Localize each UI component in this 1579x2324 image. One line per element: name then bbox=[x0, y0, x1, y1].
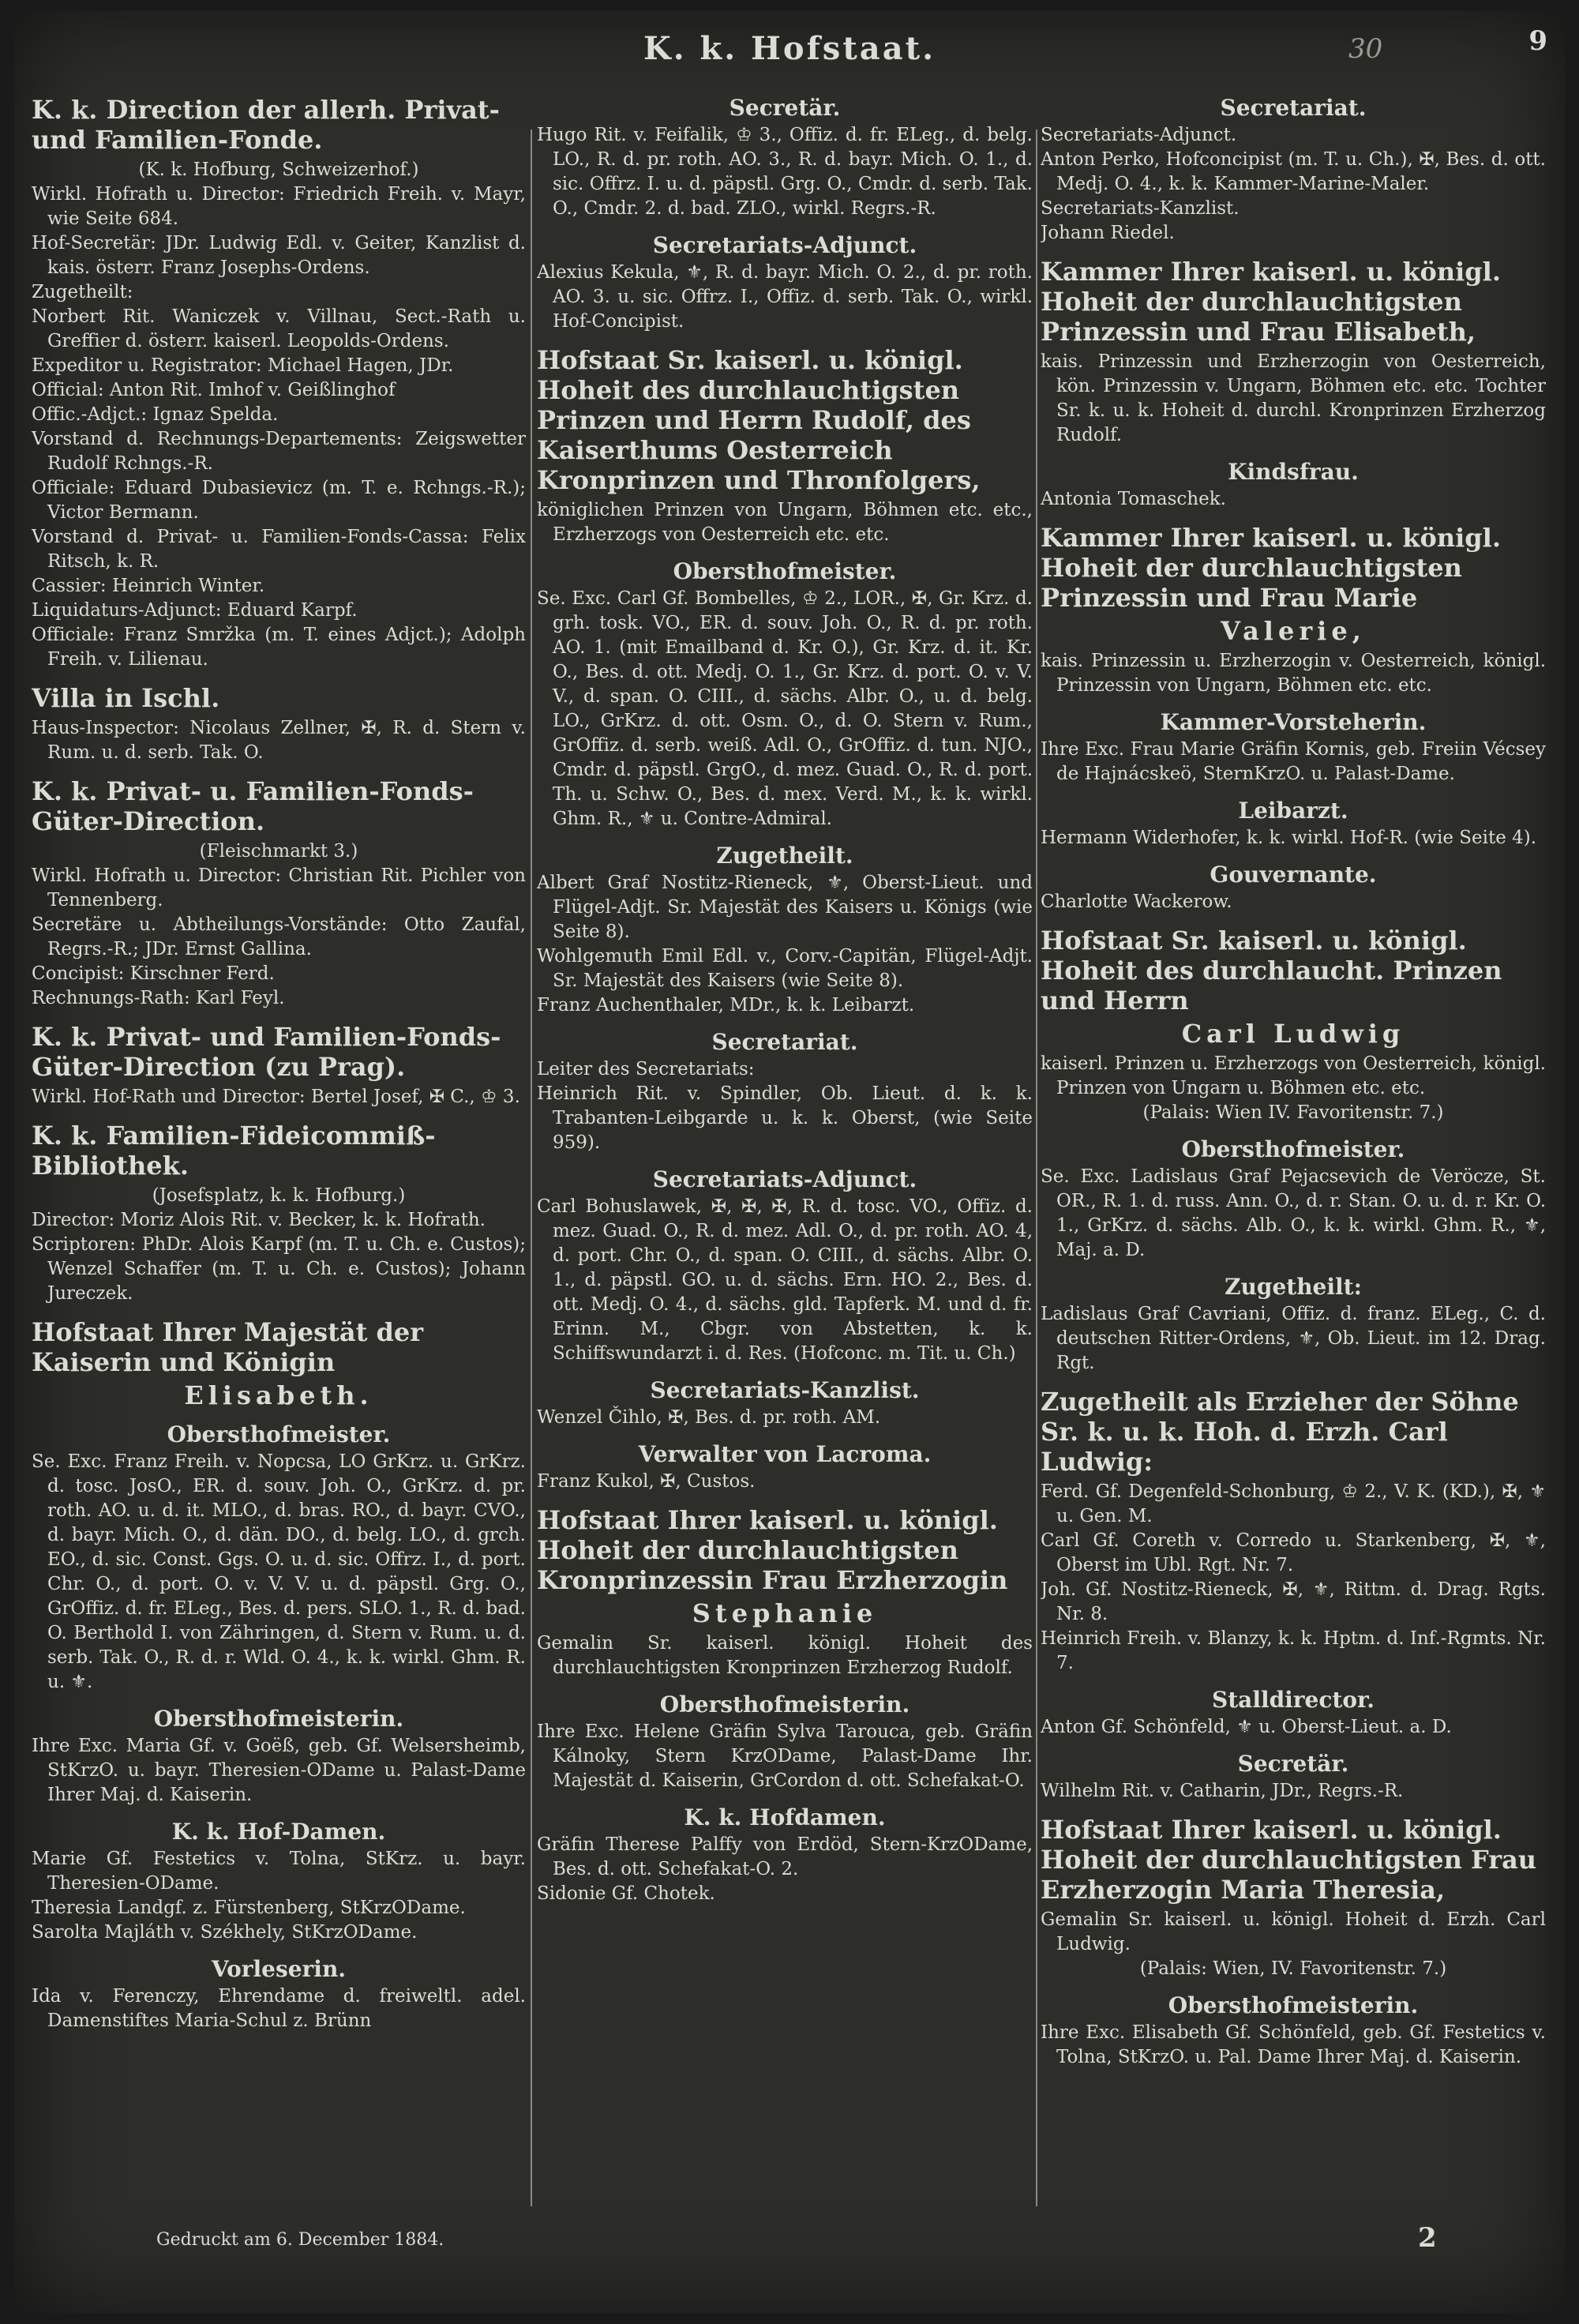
entry-line: Ihre Exc. Frau Marie Gräfin Kornis, geb. Freiin Vécsey de Hajnácskeö, SternKrzO. u. Palast-Dame. bbox=[1041, 739, 1546, 784]
section bbox=[537, 558, 1033, 832]
column-rule bbox=[531, 130, 532, 2206]
office-heading: Verwalter von Lacroma. bbox=[638, 1441, 932, 1467]
section bbox=[537, 1691, 1033, 1793]
section bbox=[32, 1421, 526, 1695]
section-heading: Hofstaat Ihrer kaiserl. u. königl. Hoheit der durchlauchtigsten Frau Erzherzogin Maria Theresia, bbox=[1041, 1815, 1537, 1905]
office-heading: Vorleserin. bbox=[211, 1956, 347, 1982]
entry-line: Anton Gf. Schönfeld, ⚜ u. Oberst-Lieut. a. D. bbox=[1041, 1717, 1452, 1737]
section bbox=[1041, 862, 1546, 914]
entry-line: Rechnungs-Rath: Karl Feyl. bbox=[32, 988, 285, 1008]
section bbox=[537, 95, 1033, 221]
entry-line: Carl Gf. Coreth v. Corredo u. Starkenberg, ✠, ⚜, Oberst im Ubl. Rgt. Nr. 7. bbox=[1041, 1530, 1546, 1575]
section bbox=[1041, 1687, 1546, 1740]
office-heading: Zugetheilt. bbox=[716, 843, 853, 869]
section bbox=[537, 1505, 1033, 1680]
entry-line: Ihre Exc. Maria Gf. v. Goëß, geb. Gf. Welsersheimb, StKrzO. u. bayr. Theresien-ODame u. Palast-Dame Ihrer Maj. d. Kaiserin. bbox=[32, 1736, 526, 1805]
section bbox=[32, 1317, 526, 1410]
address-note: (Josefsplatz, k. k. Hofburg.) bbox=[152, 1185, 406, 1206]
section-heading: Hofstaat Ihrer Majestät der Kaiserin und Königin bbox=[32, 1317, 424, 1377]
section-heading: Villa in Ischl. bbox=[32, 683, 220, 713]
address-note: (K. k. Hofburg, Schweizerhof.) bbox=[138, 160, 419, 180]
entry-line: Expeditor u. Registrator: Michael Hagen, JDr. bbox=[32, 355, 454, 376]
entry-line: Joh. Gf. Nostitz-Rieneck, ✠, ⚜, Rittm. d. Drag. Rgts. Nr. 8. bbox=[1041, 1579, 1546, 1624]
section bbox=[537, 1377, 1033, 1430]
section-heading: Hofstaat Sr. kaiserl. u. königl. Hoheit des durchlaucht. Prinzen und Herrn bbox=[1041, 925, 1502, 1016]
section-heading-name: Valerie, bbox=[1221, 616, 1366, 646]
section-heading: Zugetheilt als Erzieher der Söhne Sr. k. u. k. Hoh. d. Erzh. Carl Ludwig: bbox=[1041, 1387, 1519, 1477]
section-heading-name: Elisabeth. bbox=[184, 1380, 373, 1410]
section-heading: K. k. Privat- und Familien-Fonds-Güter-Direction (zu Prag). bbox=[32, 1022, 501, 1082]
entry-line: Ida v. Ferenczy, Ehrendame d. freiweltl. adel. Damenstiftes Maria-Schul z. Brünn bbox=[32, 1986, 526, 2031]
office-heading: Secretariats-Kanzlist. bbox=[650, 1377, 920, 1403]
office-heading: Secretariats-Adjunct. bbox=[652, 232, 917, 258]
office-heading: Obersthofmeisterin. bbox=[1168, 1992, 1419, 2018]
office-heading: Secretariat. bbox=[711, 1029, 858, 1055]
entry-line: Director: Moriz Alois Rit. v. Becker, k. k. Hofrath. bbox=[32, 1210, 486, 1230]
entry-line: Wirkl. Hofrath u. Director: Friedrich Freih. v. Mayr, wie Seite 684. bbox=[32, 184, 526, 229]
section bbox=[537, 345, 1033, 547]
entry-line: Anton Perko, Hofconcipist (m. T. u. Ch.), ✠, Bes. d. ott. Medj. O. 4., k. k. Kammer-Marine-Maler. bbox=[1041, 149, 1546, 194]
entry-line: Wilhelm Rit. v. Catharin, JDr., Regrs.-R. bbox=[1041, 1781, 1404, 1801]
entry-line: Wenzel Čihlo, ✠, Bes. d. pr. roth. AM. bbox=[537, 1407, 881, 1428]
entry-line: Sarolta Majláth v. Székhely, StKrzODame. bbox=[32, 1922, 418, 1943]
section bbox=[1041, 1751, 1546, 1804]
entry-line: Sidonie Gf. Chotek. bbox=[537, 1883, 715, 1904]
office-heading: Obersthofmeister. bbox=[673, 558, 897, 584]
office-heading: Stalldirector. bbox=[1212, 1687, 1375, 1713]
entry-line: Secretariats-Adjunct. bbox=[1041, 125, 1237, 145]
entry-line: Secretariats-Kanzlist. bbox=[1041, 198, 1240, 219]
section bbox=[1041, 925, 1546, 1125]
entry-line: Vorstand d. Rechnungs-Departements: Zeigswetter Rudolf Rchngs.-R. bbox=[32, 429, 526, 474]
office-heading: K. k. Hofdamen. bbox=[684, 1804, 886, 1830]
column-3 bbox=[1041, 92, 1546, 2192]
office-heading: Secretariats-Adjunct. bbox=[652, 1166, 917, 1192]
section bbox=[32, 1956, 526, 2033]
almanac-page bbox=[14, 11, 1565, 2313]
section bbox=[32, 1706, 526, 1808]
office-heading: Obersthofmeister. bbox=[167, 1421, 391, 1447]
signature-mark: 2 bbox=[1418, 2222, 1437, 2254]
entry-line: Liquidaturs-Adjunct: Eduard Karpf. bbox=[32, 600, 358, 621]
entry-line: Johann Riedel. bbox=[1041, 223, 1175, 243]
entry-line: Scriptoren: PhDr. Alois Karpf (m. T. u. Ch. e. Custos); Wenzel Schaffer (m. T. u. Ch. e. Custos); Johann Jureczek. bbox=[32, 1234, 526, 1304]
section-heading: K. k. Direction der allerh. Privat- und Familien-Fonde. bbox=[32, 95, 500, 155]
section-heading: Kammer Ihrer kaiserl. u. königl. Hoheit der durchlauchtigsten Prinzessin und Frau Marie bbox=[1041, 523, 1501, 613]
section bbox=[1041, 709, 1546, 787]
entry-line: Marie Gf. Festetics v. Tolna, StKrz. u. bayr. Theresien-ODame. bbox=[32, 1849, 526, 1894]
entry-line: Leiter des Secretariats: bbox=[537, 1059, 755, 1079]
section bbox=[537, 1029, 1033, 1155]
office-heading: Secretariat. bbox=[1220, 95, 1367, 121]
entry-line: Heinrich Freih. v. Blanzy, k. k. Hptm. d. Inf.-Rgmts. Nr. 7. bbox=[1041, 1628, 1546, 1673]
entry-line: Gemalin Sr. kaiserl. u. königl. Hoheit d. Erzh. Carl Ludwig. bbox=[1041, 1909, 1546, 1954]
entry-line: Officiale: Franz Smržka (m. T. eines Adjct.); Adolph Freih. v. Lilienau. bbox=[32, 625, 526, 670]
entry-line: Vorstand d. Privat- u. Familien-Fonds-Cassa: Felix Ritsch, k. R. bbox=[32, 527, 526, 572]
running-head bbox=[14, 25, 1565, 85]
entry-line: kaiserl. Prinzen u. Erzherzogs von Oesterreich, königl. Prinzen von Ungarn u. Böhmen etc. etc. bbox=[1041, 1053, 1546, 1098]
section bbox=[1041, 1815, 1546, 1981]
entry-line: Concipist: Kirschner Ferd. bbox=[32, 963, 275, 984]
section bbox=[1041, 95, 1546, 246]
office-heading: Secretär. bbox=[729, 95, 841, 121]
office-heading: Obersthofmeisterin. bbox=[153, 1706, 404, 1732]
entry-line: Ladislaus Graf Cavriani, Offiz. d. franz. ELeg., C. d. deutschen Ritter-Ordens, ⚜, Ob. Lieut. im 12. Drag. Rgt. bbox=[1041, 1304, 1546, 1373]
entry-line: Secretäre u. Abtheilungs-Vorstände: Otto Zaufal, Regrs.-R.; JDr. Ernst Gallina. bbox=[32, 914, 526, 959]
section-heading: K. k. Familien-Fideicommiß-Bibliothek. bbox=[32, 1121, 436, 1181]
entry-line: Se. Exc. Franz Freih. v. Nopcsa, LO GrKrz. u. GrKrz. d. tosc. JosO., ER. d. souv. Joh. O., GrKrz. d. pr. roth. AO. u. d. it. MLO., d. bras. RO., d. bayr. CVO., d. bayr. Mich. O., d. dän. DO., d. belg. LO., d. grch. EO., d. sic. Const. Ggs. O. u. d. sic. Offrz. I., d. port. Chr. O., d. port. O. v. V. V. u. d. päpstl. Grg. O., GrOffiz. d. fr. ELeg., Bes. d. pers. SLO. 1., R. d. bad. O. Berthold I. von Zähringen, d. Stern v. Rum. u. d. serb. Tak. O., R. d. r. Wld. O. 4., k. k. wirkl. Ghm. R. u. ⚜. bbox=[32, 1451, 526, 1692]
column-2 bbox=[537, 92, 1033, 2192]
entry-line: Offic.-Adjct.: Ignaz Spelda. bbox=[32, 404, 279, 425]
section bbox=[537, 232, 1033, 334]
section-heading-name: Carl Ludwig bbox=[1181, 1019, 1405, 1049]
section-heading: K. k. Privat- u. Familien-Fonds-Güter-Direction. bbox=[32, 776, 474, 836]
section bbox=[32, 1022, 526, 1109]
entry-line: Hof-Secretär: JDr. Ludwig Edl. v. Geiter, Kanzlist d. kais. österr. Franz Josephs-Ordens. bbox=[32, 233, 526, 278]
section bbox=[1041, 1992, 1546, 2070]
office-heading: Kammer-Vorsteherin. bbox=[1160, 709, 1427, 735]
column-rule bbox=[1036, 130, 1037, 2206]
entry-line: Ihre Exc. Helene Gräfin Sylva Tarouca, geb. Gräfin Kálnoky, Stern KrzODame, Palast-Dame Ihr. Majestät d. Kaiserin, GrCordon d. ott. Schefakat-O. bbox=[537, 1721, 1033, 1791]
section bbox=[537, 843, 1033, 1018]
office-heading: Obersthofmeisterin. bbox=[659, 1691, 910, 1718]
section bbox=[32, 1121, 526, 1306]
entry-line: Hugo Rit. v. Feifalik, ♔ 3., Offiz. d. fr. ELeg., d. belg. LO., R. d. pr. roth. AO. 3., R. d. bayr. Mich. O. 1., d. sic. Offrz. I. u. d. päpstl. Grg. O., Cmdr. d. serb. Tak. O., Cmdr. 2. d. bad. ZLO., wirkl. Regrs.-R. bbox=[537, 125, 1033, 219]
office-heading: Gouvernante. bbox=[1210, 862, 1377, 888]
section bbox=[537, 1166, 1033, 1366]
section bbox=[537, 1804, 1033, 1906]
section-heading-name: Stephanie bbox=[692, 1598, 878, 1628]
office-heading: Secretär. bbox=[1237, 1751, 1349, 1777]
entry-line: Alexius Kekula, ⚜, R. d. bayr. Mich. O. 2., d. pr. roth. AO. 3. u. sic. Offrz. I., Offiz. d. serb. Tak. O., wirkl. Hof-Concipist. bbox=[537, 262, 1033, 332]
section bbox=[1041, 798, 1546, 850]
entry-line: Zugetheilt: bbox=[32, 282, 133, 302]
section bbox=[32, 776, 526, 1011]
page-number: 9 bbox=[1528, 25, 1547, 57]
entry-line: Albert Graf Nostitz-Rieneck, ⚜, Oberst-Lieut. und Flügel-Adjt. Sr. Majestät des Kaisers u. Königs (wie Seite 8). bbox=[537, 873, 1033, 942]
entry-line: Se. Exc. Ladislaus Graf Pejacsevich de Veröcze, St. OR., R. 1. d. russ. Ann. O., d. r. Stan. O. u. d. r. Kr. O. 1., GrKrz. d. sächs. Alb. O., k. k. wirkl. Ghm. R., ⚜, Maj. a. D. bbox=[1041, 1166, 1546, 1260]
section bbox=[1041, 459, 1546, 512]
print-date: Gedruckt am 6. December 1884. bbox=[156, 2230, 444, 2250]
entry-line: Antonia Tomaschek. bbox=[1041, 489, 1226, 509]
section bbox=[1041, 1274, 1546, 1376]
entry-line: Ferd. Gf. Degenfeld-Schonburg, ♔ 2., V. K. (KD.), ✠, ⚜ u. Gen. M. bbox=[1041, 1481, 1546, 1526]
entry-line: Franz Auchenthaler, MDr., k. k. Leibarzt. bbox=[537, 995, 915, 1016]
office-heading: Leibarzt. bbox=[1238, 798, 1348, 824]
entry-line: Franz Kukol, ✠, Custos. bbox=[537, 1471, 756, 1492]
entry-line: kais. Prinzessin und Erzherzogin von Oesterreich, kön. Prinzessin v. Ungarn, Böhmen etc. etc. Tochter Sr. k. u. k. Hoheit d. durchl. Kronprinzen Erzherzog Rudolf. bbox=[1041, 351, 1546, 445]
entry-line: Norbert Rit. Waniczek v. Villnau, Sect.-Rath u. Greffier d. österr. kaiserl. Leopolds-Ordens. bbox=[32, 306, 526, 351]
entry-line: Cassier: Heinrich Winter. bbox=[32, 576, 265, 596]
pencil-annotation: 30 bbox=[1348, 33, 1383, 65]
entry-line: Theresia Landgf. z. Fürstenberg, StKrzODame. bbox=[32, 1898, 466, 1918]
section bbox=[1041, 257, 1546, 448]
entry-line: Charlotte Wackerow. bbox=[1041, 892, 1232, 912]
entry-line: Wirkl. Hof-Rath und Director: Bertel Josef, ✠ C., ♔ 3. bbox=[32, 1087, 520, 1107]
column-1 bbox=[32, 92, 526, 2192]
section bbox=[537, 1441, 1033, 1494]
office-heading: Kindsfrau. bbox=[1228, 459, 1359, 485]
section-heading: Hofstaat Sr. kaiserl. u. königl. Hoheit des durchlauchtigsten Prinzen und Herrn Rudolf, des Kaiserthums Oesterreich Kronprinzen und Thronfolgers, bbox=[537, 345, 981, 495]
entry-line: Se. Exc. Carl Gf. Bombelles, ♔ 2., LOR., ✠, Gr. Krz. d. grh. tosk. VO., ER. d. souv. Joh. O., R. d. pr. roth. AO. 1. (mit Emailband d. Kr. O.), Gr. Krz. d. it. Kr. O., Bes. d. ott. Medj. O. 1., Gr. Krz. d. port. O. v. V. V., d. span. O. CIII., d. sächs. Albr. O., u. d. belg. LO., GrKrz. d. ott. Osm. O., d. O. Stern v. Rum., GrOffiz. d. serb. weiß. Adl. O., GrOffiz. d. tun. NJO., Cmdr. d. päpstl. GrgO., d. mez. Guad. O., R. d. port. Th. u. Schw. O., Bes. d. mex. Verd. M., k. k. wirkl. Ghm. R., ⚜ u. Contre-Admiral. bbox=[537, 588, 1033, 829]
section bbox=[32, 95, 526, 672]
running-title: K. k. Hofstaat. bbox=[643, 30, 936, 67]
address-note: (Palais: Wien, IV. Favoritenstr. 7.) bbox=[1139, 1958, 1447, 1979]
section-heading: Kammer Ihrer kaiserl. u. königl. Hoheit der durchlauchtigsten Prinzessin und Frau Elisabeth, bbox=[1041, 257, 1501, 347]
entry-line: Wohlgemuth Emil Edl. v., Corv.-Capitän, Flügel-Adjt. Sr. Majestät des Kaisers (wie Seite 8). bbox=[537, 946, 1033, 991]
entry-line: königlichen Prinzen von Ungarn, Böhmen etc. etc., Erzherzogs von Oesterreich etc. etc. bbox=[537, 500, 1033, 545]
entry-line: kais. Prinzessin u. Erzherzogin v. Oesterreich, königl. Prinzessin von Ungarn, Böhmen etc. etc. bbox=[1041, 651, 1546, 696]
office-heading: Obersthofmeister. bbox=[1181, 1136, 1405, 1162]
entry-line: Heinrich Rit. v. Spindler, Ob. Lieut. d. k. k. Trabanten-Leibgarde u. k. k. Oberst, (wie Seite 959). bbox=[537, 1083, 1033, 1153]
office-heading: K. k. Hof-Damen. bbox=[171, 1819, 386, 1845]
entry-line: Wirkl. Hofrath u. Director: Christian Rit. Pichler von Tennenberg. bbox=[32, 865, 526, 910]
section bbox=[1041, 1387, 1546, 1676]
entry-line: Gräfin Therese Palffy von Erdöd, Stern-KrzODame, Bes. d. ott. Schefakat-O. 2. bbox=[537, 1834, 1033, 1879]
office-heading: Zugetheilt: bbox=[1225, 1274, 1362, 1300]
section bbox=[1041, 1136, 1546, 1263]
entry-line: Official: Anton Rit. Imhof v. Geißlinghof bbox=[32, 380, 396, 400]
entry-line: Officiale: Eduard Dubasievicz (m. T. e. Rchngs.-R.); Victor Bermann. bbox=[32, 478, 526, 523]
address-note: (Fleischmarkt 3.) bbox=[199, 841, 358, 862]
entry-line: Ihre Exc. Elisabeth Gf. Schönfeld, geb. Gf. Festetics v. Tolna, StKrzO. u. Pal. Dame Ihrer Maj. d. Kaiserin. bbox=[1041, 2022, 1546, 2067]
entry-line: Carl Bohuslawek, ✠, ✠, ✠, R. d. tosc. VO., Offiz. d. mez. Guad. O., R. d. mez. Adl. O., d. pr. roth. AO. 4, d. port. Chr. O., d. span. O. CIII., d. sächs. Albr. O. 1., d. päpstl. GO. u. d. sächs. Ern. HO. 2., Bes. d. ott. Medj. O. 4., d. sächs. gld. Tapferk. M. und d. fr. Erinn. M., Cbgr. von Abstetten, k. k. Schiffswundarzt i. d. Res. (Hofconc. m. Tit. u. Ch.) bbox=[537, 1196, 1033, 1364]
address-note: (Palais: Wien IV. Favoritenstr. 7.) bbox=[1142, 1102, 1444, 1123]
entry-line: Gemalin Sr. kaiserl. königl. Hoheit des durchlauchtigsten Kronprinzen Erzherzog Rudolf. bbox=[537, 1633, 1033, 1678]
section bbox=[32, 1819, 526, 1945]
section bbox=[32, 683, 526, 765]
section-heading: Hofstaat Ihrer kaiserl. u. königl. Hoheit der durchlauchtigsten Kronprinzessin Frau Erzherzogin bbox=[537, 1505, 1008, 1595]
section bbox=[1041, 523, 1546, 698]
entry-line: Hermann Widerhofer, k. k. wirkl. Hof-R. (wie Seite 4). bbox=[1041, 828, 1537, 848]
entry-line: Haus-Inspector: Nicolaus Zellner, ✠, R. d. Stern v. Rum. u. d. serb. Tak. O. bbox=[32, 718, 526, 763]
